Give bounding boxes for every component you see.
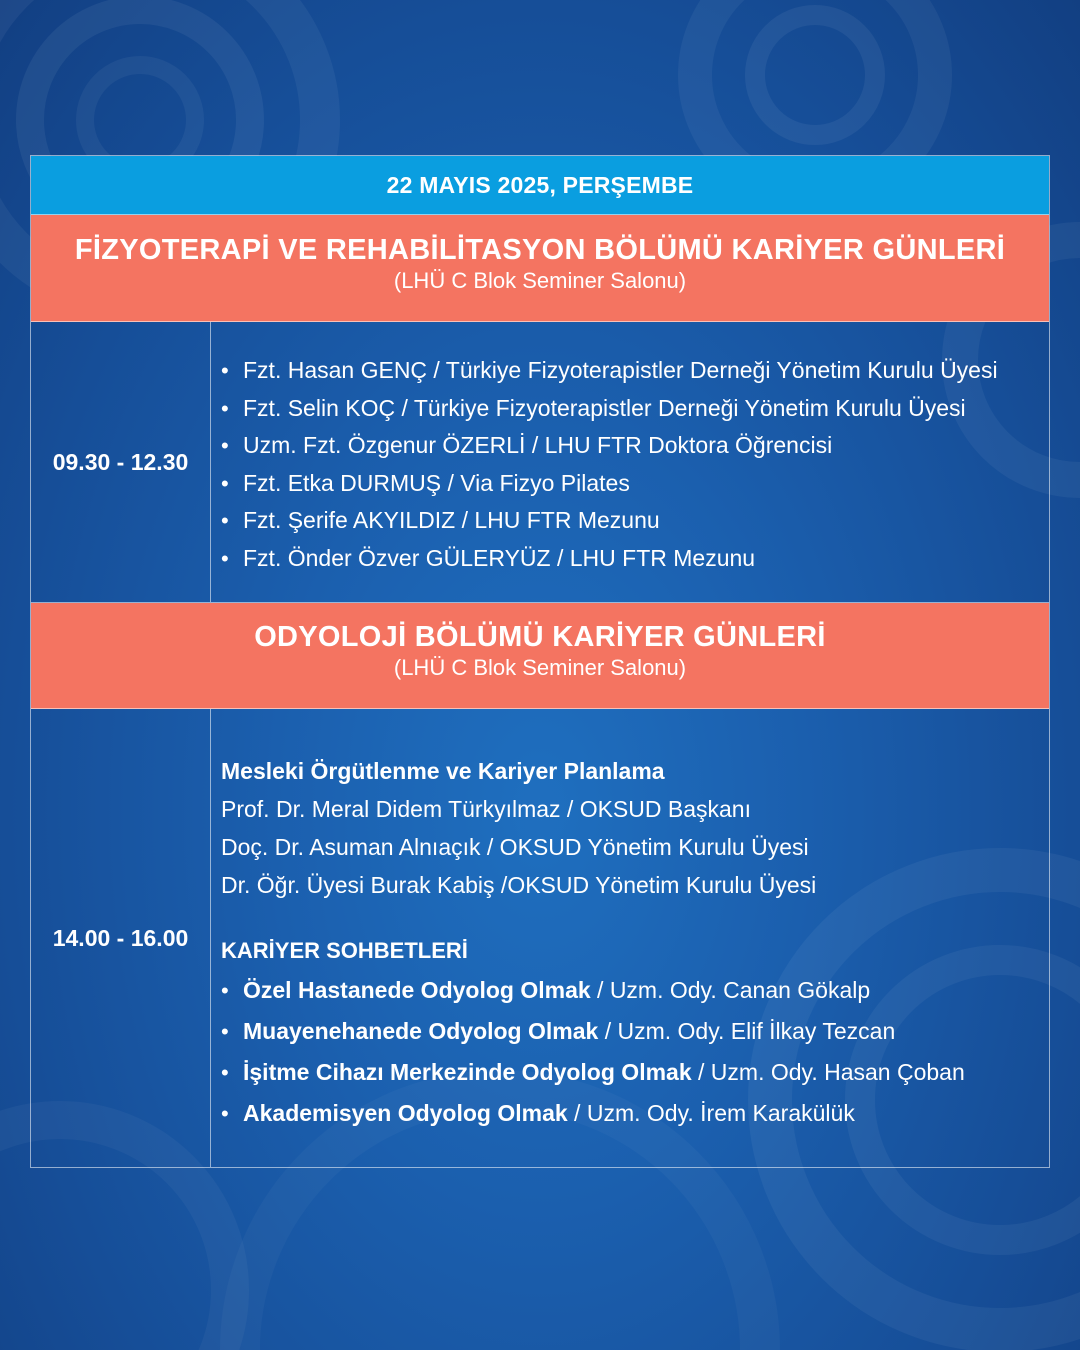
section-title: FİZYOTERAPİ VE REHABİLİTASYON BÖLÜMÜ KARİYER GÜNLERİ [74, 234, 1006, 266]
date-header: 22 MAYIS 2025, PERŞEMBE [31, 156, 1049, 215]
speaker-list [221, 352, 1049, 577]
list-item [221, 1052, 1049, 1093]
list-item [221, 970, 1049, 1011]
list-item: • Fzt. Hasan GENÇ / Türkiye Fizyoterapistler Derneği Yönetim Kurulu Üyesi [221, 352, 1049, 390]
talk-topic: Muayenehanede Odyolog Olmak [243, 1018, 599, 1044]
panelist: Prof. Dr. Meral Didem Türkyılmaz / OKSUD Başkanı [221, 796, 751, 822]
talk-speaker: / Uzm. Ody. İrem Karakülük [567, 1100, 855, 1126]
program-cell [211, 709, 1049, 1167]
list-item: • Fzt. Etka DURMUŞ / Via Fizyo Pilates [221, 465, 1049, 503]
list-item: • Fzt. Önder Özver GÜLERYÜZ / LHU FTR Mezunu [221, 540, 1049, 578]
schedule-row-fizyoterapi [31, 322, 1049, 603]
panelist: Dr. Öğr. Üyesi Burak Kabiş /OKSUD Yönetim Kurulu Üyesi [221, 872, 817, 898]
list-item: • Uzm. Fzt. Özgenur ÖZERLİ / LHU FTR Doktora Öğrencisi [221, 427, 1049, 465]
section-location: (LHÜ C Blok Seminer Salonu) [393, 268, 687, 293]
talk-speaker: / Uzm. Ody. Canan Gökalp [590, 977, 871, 1003]
section-location: (LHÜ C Blok Seminer Salonu) [393, 655, 687, 680]
panelist: Doç. Dr. Asuman Alnıaçık / OKSUD Yönetim Kurulu Üyesi [221, 834, 809, 860]
section-title: ODYOLOJİ BÖLÜMÜ KARİYER GÜNLERİ [254, 621, 826, 653]
section-header-fizyoterapi [31, 215, 1049, 322]
schedule-row-odyoloji [31, 709, 1049, 1167]
section-header-odyoloji [31, 603, 1049, 709]
time-slot: 14.00 - 16.00 [31, 709, 211, 1167]
list-item: • Fzt. Selin KOÇ / Türkiye Fizyoterapistler Derneği Yönetim Kurulu Üyesi [221, 390, 1049, 428]
talk-topic: Özel Hastanede Odyolog Olmak [243, 977, 591, 1003]
talk-topic: Akademisyen Odyolog Olmak [243, 1100, 568, 1126]
talk-speaker: / Uzm. Ody. Hasan Çoban [691, 1059, 965, 1085]
speaker-list-cell [211, 322, 1049, 602]
list-item: • Fzt. Şerife AKYILDIZ / LHU FTR Mezunu [221, 502, 1049, 540]
list-item [221, 1011, 1049, 1052]
talks-title: KARİYER SOHBETLERİ [221, 938, 468, 963]
talk-topic: İşitme Cihazı Merkezinde Odyolog Olmak [243, 1059, 692, 1085]
talk-list [221, 970, 1049, 1134]
panel-title: Mesleki Örgütlenme ve Kariyer Planlama [221, 758, 665, 784]
time-slot: 09.30 - 12.30 [31, 322, 211, 602]
talk-speaker: / Uzm. Ody. Elif İlkay Tezcan [598, 1018, 896, 1044]
schedule-table [30, 155, 1050, 1168]
list-item [221, 1093, 1049, 1134]
